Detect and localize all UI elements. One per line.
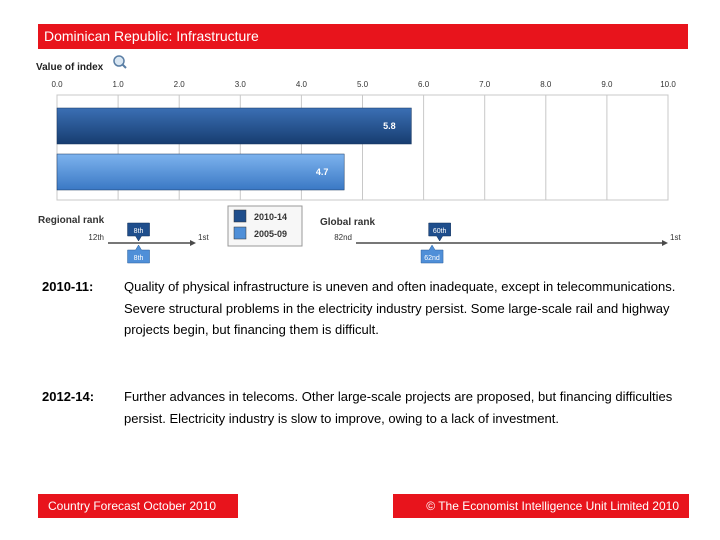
rank-scale-high: 1st <box>198 233 209 242</box>
tick-label: 7.0 <box>479 80 491 89</box>
rank-label-current: 8th <box>133 228 144 235</box>
magnifier-icon <box>114 56 126 68</box>
rank-label-previous: 62nd <box>424 255 440 262</box>
tick-label: 10.0 <box>660 80 676 89</box>
legend-swatch <box>234 227 246 239</box>
page-title: Dominican Republic: Infrastructure <box>38 24 688 49</box>
tick-label: 2.0 <box>173 80 185 89</box>
commentary-2010-11 <box>42 276 682 341</box>
commentary-text: Further advances in telecoms. Other large-scale projects are proposed, but financing difficulties persist. Electricity industry is slow to improve, owing to a lack of investment. <box>124 389 673 426</box>
rank-label-previous: 8th <box>133 255 144 262</box>
rank-scale-low: 12th <box>88 233 104 242</box>
rank-label-current: 60th <box>432 228 447 235</box>
infrastructure-chart <box>0 50 720 280</box>
rank-scale-high: 1st <box>670 233 681 242</box>
tick-label: 0.0 <box>51 80 63 89</box>
bar-2005-09 <box>57 154 344 190</box>
legend-label: 2010-14 <box>254 212 288 222</box>
rank-scale-low: 82nd <box>334 233 352 242</box>
legend-label: 2005-09 <box>254 229 288 239</box>
commentary-period: 2010-11: <box>42 279 94 294</box>
axis-label: Value of index <box>36 62 104 73</box>
tick-label: 6.0 <box>418 80 430 89</box>
legend-swatch <box>234 210 246 222</box>
rank-arrow <box>190 240 196 246</box>
footer-copyright: © The Economist Intelligence Unit Limited 2010 <box>393 494 689 518</box>
tick-label: 9.0 <box>601 80 613 89</box>
tick-label: 1.0 <box>112 80 124 89</box>
bar-2010-14 <box>57 108 411 144</box>
footer-source: Country Forecast October 2010 <box>38 494 238 518</box>
rank-title: Regional rank <box>38 215 105 226</box>
commentary-2012-14 <box>42 386 682 429</box>
tick-label: 5.0 <box>356 80 369 89</box>
tick-label: 8.0 <box>540 80 552 89</box>
commentary-period: 2012-14: <box>42 389 95 404</box>
commentary-text: Quality of physical infrastructure is uneven and often inadequate, except in telecommunications. Severe structural problems in the electricity industry persist. Some large-scale rail and highway projects begin, but financing them is difficult. <box>124 279 676 337</box>
bar-value-label: 5.8 <box>383 121 396 131</box>
rank-title: Global rank <box>320 217 376 228</box>
bar-value-label: 4.7 <box>315 167 329 177</box>
tick-label: 4.0 <box>295 80 307 89</box>
rank-arrow <box>662 240 668 246</box>
tick-label: 3.0 <box>234 80 246 89</box>
